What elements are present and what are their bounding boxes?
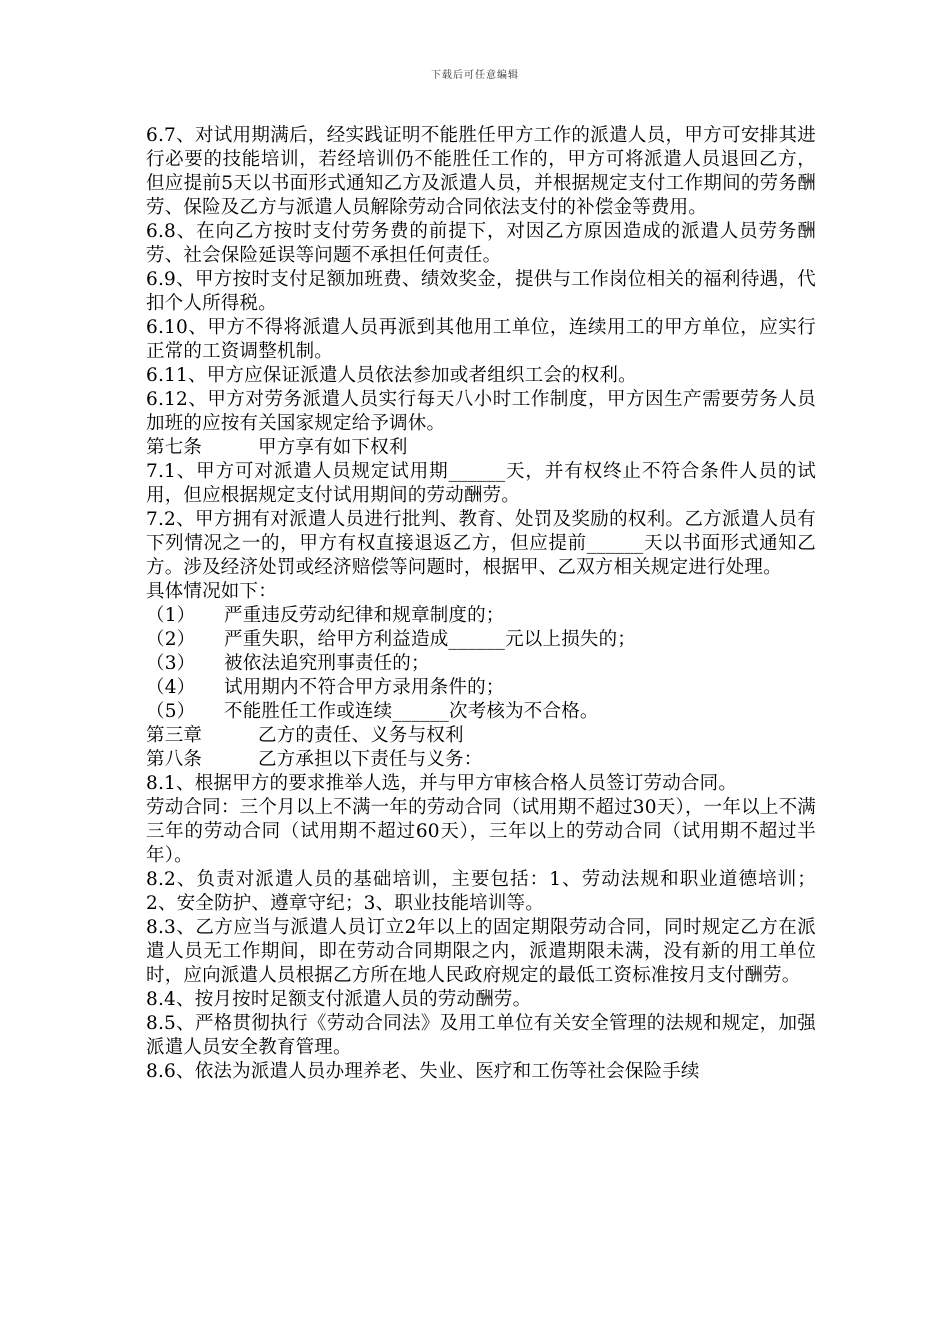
condition-item: [146, 700, 816, 724]
article-7-heading: [146, 436, 816, 460]
clause-6-10: 6.10、甲方不得将派遣人员再派到其他用工单位，连续用工的甲方单位，应实行正常的工资调整机制。: [146, 317, 816, 362]
clause-7-2: 7.2、甲方拥有对派遣人员进行批判、教育、处罚及奖励的权利。乙方派遣人员有下列情况之一的，甲方有权直接退返乙方，但应提前______天以书面形式通知乙方。涉及经济处罚或经济赔偿等问题时，根据甲、乙双方相关规定进行处理。: [146, 509, 816, 578]
article-8-label: 第八条: [146, 749, 203, 770]
clause-6-7: 6.7、对试用期满后，经实践证明不能胜任甲方工作的派遣人员，甲方可安排其进行必要的技能培训，若经培训仍不能胜任工作的，甲方可将派遣人员退回乙方，但应提前5天以书面形式通知乙方及派遣人员，并根据规定支付工作期间的劳务酬劳、保险及乙方与派遣人员解除劳动合同依法支付的补偿金等费用。: [146, 125, 816, 218]
condition-number: （4）: [146, 677, 196, 698]
condition-number: （1）: [146, 605, 196, 626]
article-7-title: 甲方享有如下权利: [258, 437, 408, 458]
condition-text: 严重失职，给甲方利益造成______元以上损失的；: [224, 629, 637, 650]
chapter-3-heading: [146, 724, 816, 748]
clause-8-6: 8.6、依法为派遣人员办理养老、失业、医疗和工伤等社会保险手续: [146, 1061, 700, 1082]
specific-conditions-intro: 具体情况如下：: [146, 581, 277, 602]
clause-8-2: 8.2、负责对派遣人员的基础培训，主要包括：1、劳动法规和职业道德培训；2、安全防护、遵章守纪；3、职业技能培训等。: [146, 869, 816, 914]
condition-item: [146, 604, 816, 628]
condition-text: 试用期内不符合甲方录用条件的；: [224, 677, 505, 698]
condition-text: 不能胜任工作或连续______次考核为不合格。: [224, 701, 599, 722]
condition-number: （5）: [146, 701, 196, 722]
clause-6-11: 6.11、甲方应保证派遣人员依法参加或者组织工会的权利。: [146, 365, 637, 386]
document-body: [146, 124, 816, 1084]
chapter-3-label: 第三章: [146, 725, 203, 746]
article-7-label: 第七条: [146, 437, 203, 458]
clause-6-12: 6.12、甲方对劳务派遣人员实行每天八小时工作制度，甲方因生产需要劳务人员加班的应按有关国家规定给予调休。: [146, 389, 816, 434]
clause-8-3: 8.3、乙方应当与派遣人员订立2年以上的固定期限劳动合同，同时规定乙方在派遣人员无工作期间，即在劳动合同期限之内，派遣期限未满，没有新的用工单位时，应向派遣人员根据乙方所在地人民政府规定的最低工资标准按月支付酬劳。: [146, 917, 816, 986]
chapter-3-title: 乙方的责任、义务与权利: [258, 725, 464, 746]
condition-item: [146, 652, 816, 676]
condition-item: [146, 628, 816, 652]
condition-text: 被依法追究刑事责任的；: [224, 653, 430, 674]
clause-8-5: 8.5、严格贯彻执行《劳动合同法》及用工单位有关安全管理的法规和规定，加强派遣人员安全教育管理。: [146, 1013, 816, 1058]
clause-6-8: 6.8、在向乙方按时支付劳务费的前提下，对因乙方原因造成的派遣人员劳务酬劳、社会保险延误等问题不承担任何责任。: [146, 221, 816, 266]
article-8-heading: [146, 748, 816, 772]
clause-6-9: 6.9、甲方按时支付足额加班费、绩效奖金，提供与工作岗位相关的福利待遇，代扣个人所得税。: [146, 269, 816, 314]
article-8-title: 乙方承担以下责任与义务：: [258, 749, 483, 770]
clause-8-4: 8.4、按月按时足额支付派遣人员的劳动酬劳。: [146, 989, 532, 1010]
contract-terms: 劳动合同：三个月以上不满一年的劳动合同（试用期不超过30天），一年以上不满三年的劳动合同（试用期不超过60天），三年以上的劳动合同（试用期不超过半年）。: [146, 797, 816, 866]
clause-7-1: 7.1、甲方可对派遣人员规定试用期______天，并有权终止不符合条件人员的试用，但应根据规定支付试用期间的劳动酬劳。: [146, 461, 816, 506]
condition-text: 严重违反劳动纪律和规章制度的；: [224, 605, 505, 626]
condition-item: [146, 676, 816, 700]
condition-number: （2）: [146, 629, 196, 650]
header-note: 下载后可任意编辑: [431, 70, 519, 81]
condition-number: （3）: [146, 653, 196, 674]
clause-8-1: 8.1、根据甲方的要求推举人选，并与甲方审核合格人员签订劳动合同。: [146, 773, 738, 794]
